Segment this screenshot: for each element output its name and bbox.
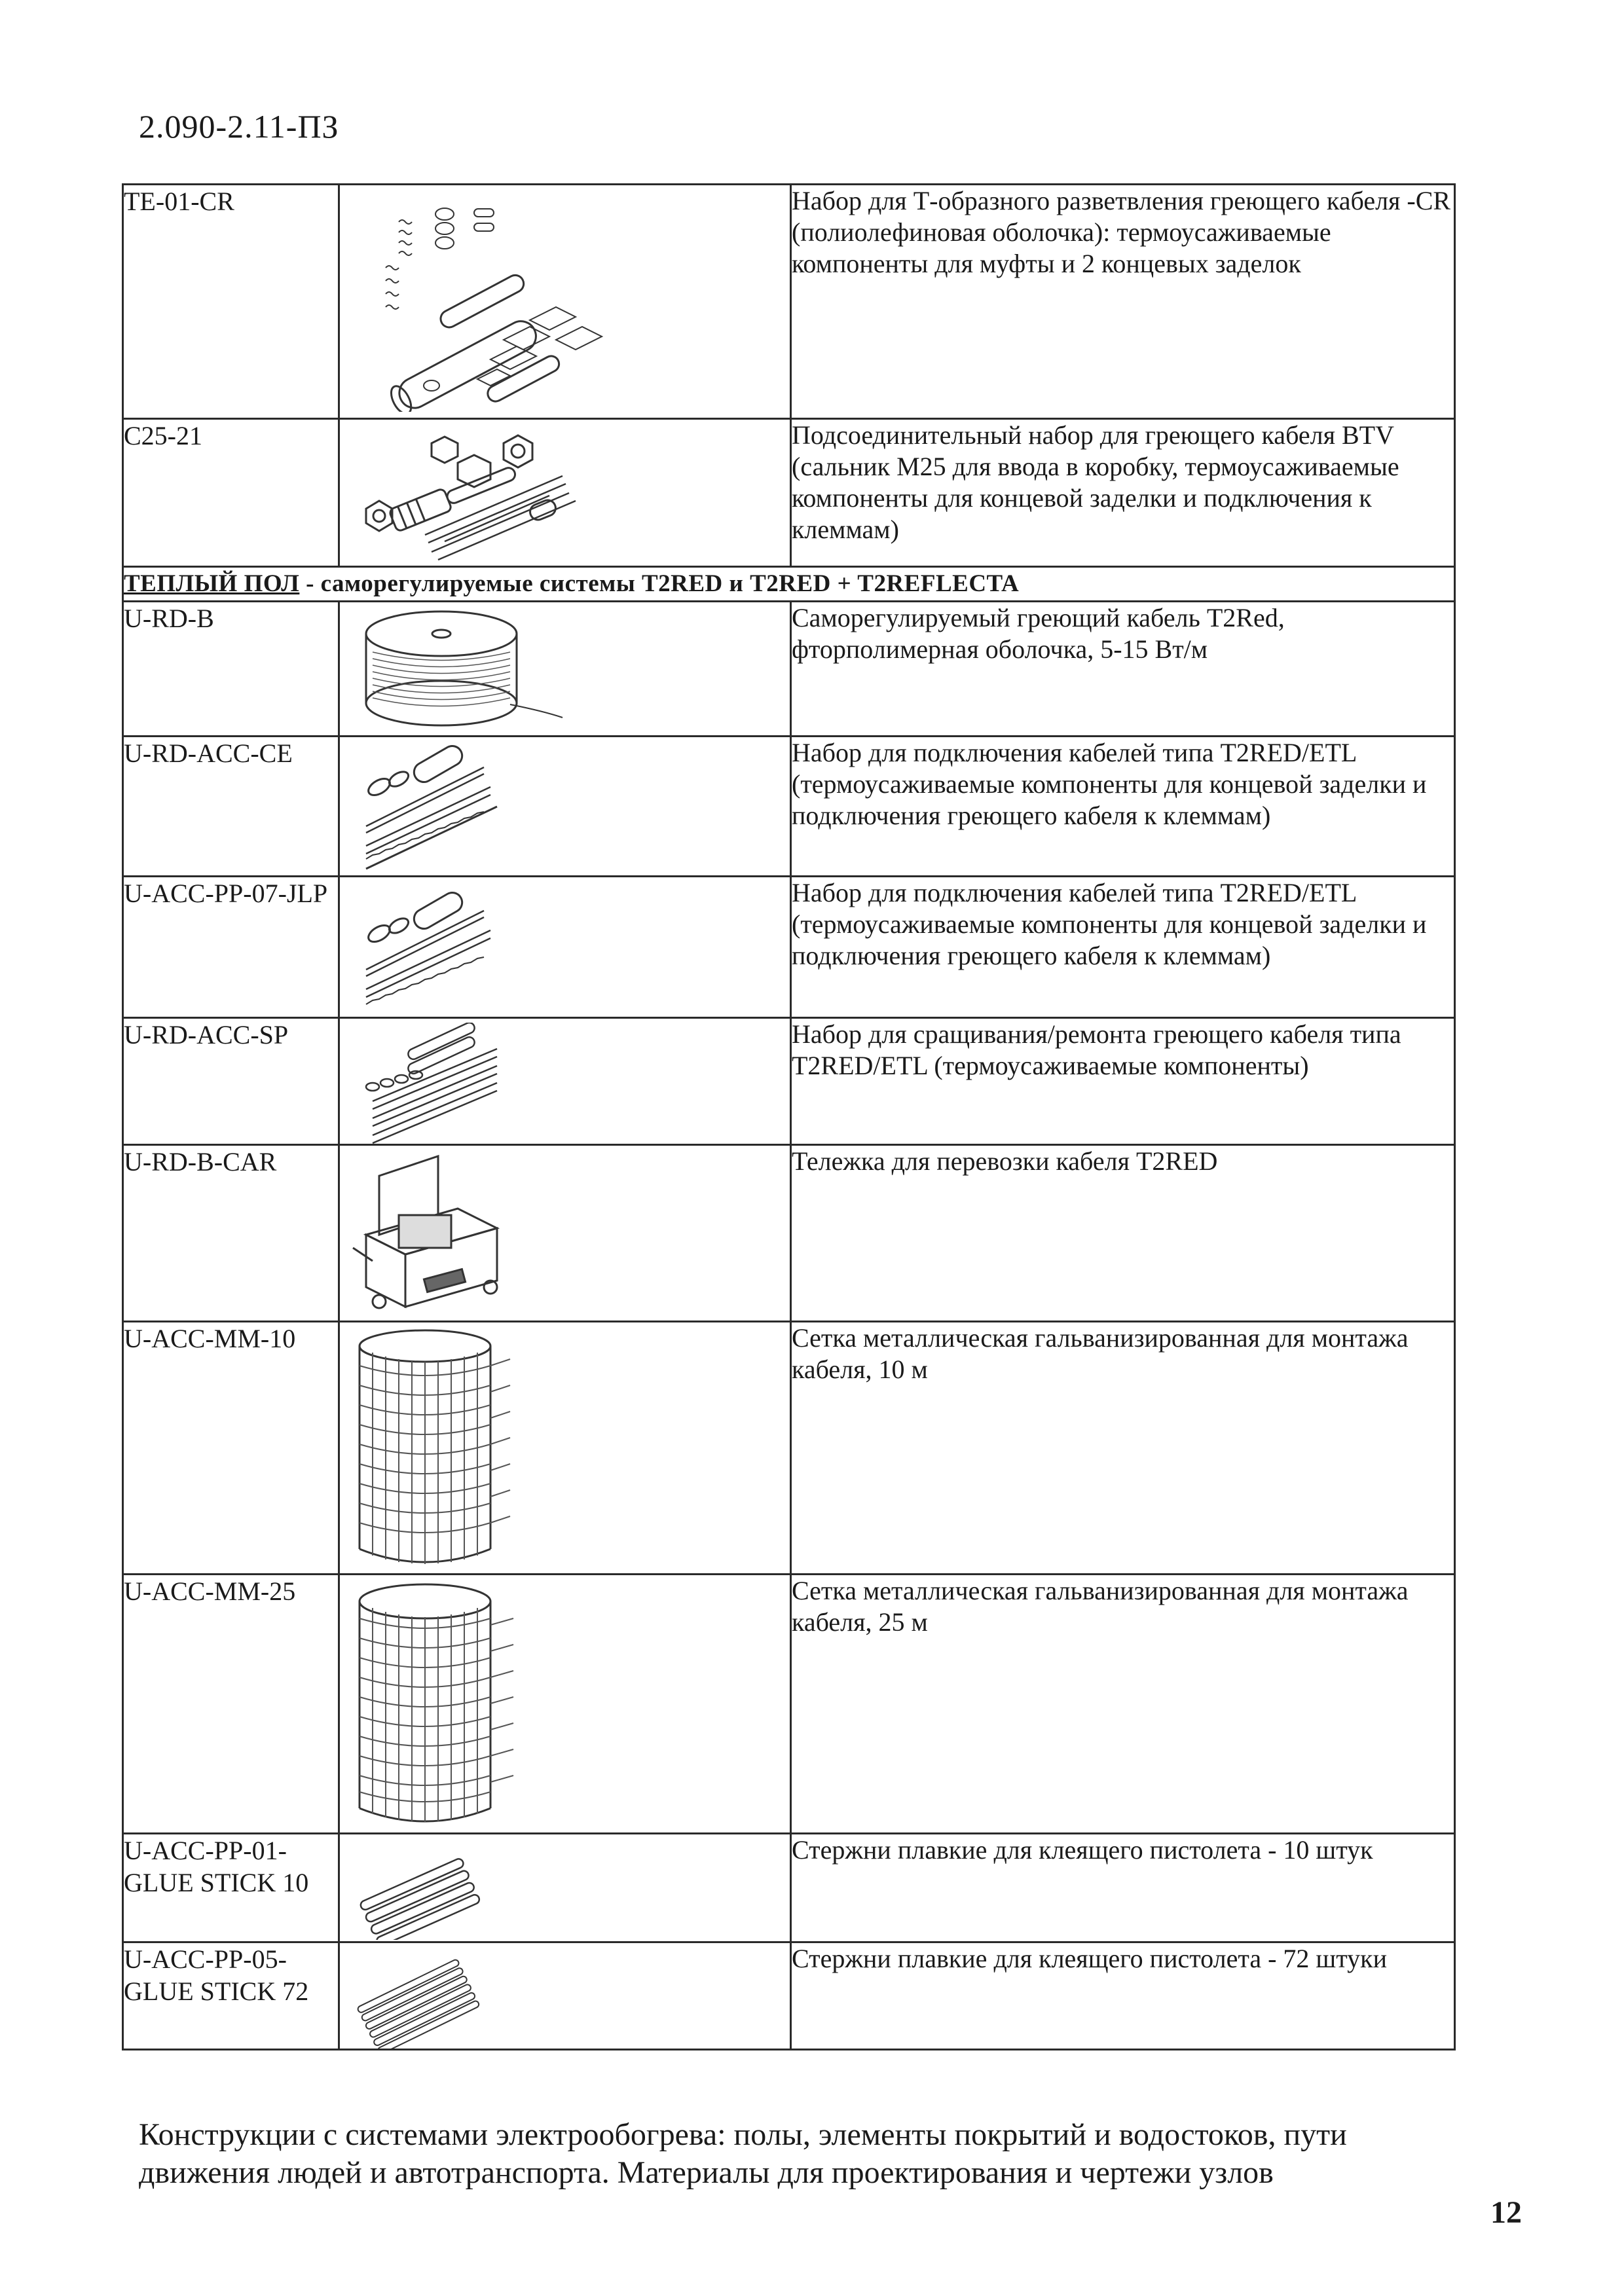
product-code: C25-21 — [123, 419, 339, 567]
product-description: Набор для подключения кабелей типа T2RED/ETL (термоусаживаемые компоненты для концевой заделки и подключения греющего кабеля к клеммам) — [791, 877, 1455, 1018]
product-description: Тележка для перевозки кабеля T2RED — [791, 1145, 1455, 1322]
footer-caption: Конструкции с системами электрообогрева: полы, элементы покрытий и водостоков, пути движения людей и автотранспорта. Материалы для проектирования и чертежи узлов — [139, 2117, 1347, 2190]
t-splice-kit-icon — [346, 189, 621, 412]
product-code: U-ACC-PP-01-GLUE STICK 10 — [123, 1834, 339, 1942]
product-code: U-RD-B — [123, 602, 339, 737]
product-description: Сетка металлическая гальванизированная для монтажа кабеля, 25 м — [791, 1575, 1455, 1834]
connection-kit-icon — [346, 424, 621, 564]
product-image-cell — [339, 1018, 791, 1145]
product-image-cell — [339, 877, 791, 1018]
product-code: U-ACC-PP-07-JLP — [123, 877, 339, 1018]
product-image-cell — [339, 1834, 791, 1942]
product-description: Набор для сращивания/ремонта греющего кабеля типа T2RED/ETL (термоусаживаемые компоненты) — [791, 1018, 1455, 1145]
table-row — [123, 877, 1455, 1018]
table-row — [123, 1834, 1455, 1942]
section-heading — [123, 567, 1455, 602]
product-description: Набор для Т-образного разветвления греющего кабеля -CR (полиолефиновая оболочка): термоусаживаемые компоненты для муфты и 2 концевых заделок — [791, 185, 1455, 419]
product-description: Подсоединительный набор для греющего кабеля BTV (сальник M25 для ввода в коробку, термоусаживаемые компоненты для концевой заделки и подключения к клеммам) — [791, 419, 1455, 567]
product-image-cell — [339, 1942, 791, 2050]
table-row — [123, 1018, 1455, 1145]
product-code: U-RD-B-CAR — [123, 1145, 339, 1322]
table-row — [123, 737, 1455, 877]
product-code: U-ACC-MM-10 — [123, 1322, 339, 1575]
product-description: Стержни плавкие для клеящего пистолета - 10 штук — [791, 1834, 1455, 1942]
product-image-cell — [339, 602, 791, 737]
product-code: U-RD-ACC-SP — [123, 1018, 339, 1145]
glue-sticks-icon — [346, 1838, 621, 1940]
product-image-cell — [339, 419, 791, 567]
table-row — [123, 1575, 1455, 1834]
section-title: ТЕПЛЫЙ ПОЛ — [124, 570, 300, 597]
table-row — [123, 419, 1455, 567]
product-table — [122, 183, 1456, 2050]
product-image-cell — [339, 1322, 791, 1575]
table-row — [123, 1145, 1455, 1322]
product-image-cell — [339, 185, 791, 419]
page-number: 12 — [1490, 2195, 1522, 2230]
metal-mesh-roll-icon — [346, 1326, 621, 1572]
cable-cart-icon — [346, 1150, 621, 1320]
product-image-cell — [339, 1145, 791, 1322]
table-row — [123, 602, 1455, 737]
termination-kit-icon — [346, 881, 621, 1012]
metal-mesh-roll-icon — [346, 1579, 621, 1831]
splice-repair-kit-icon — [346, 1023, 621, 1144]
product-description: Набор для подключения кабелей типа T2RED/ETL (термоусаживаемые компоненты для концевой заделки и подключения греющего кабеля к клеммам) — [791, 737, 1455, 877]
product-description: Саморегулируемый греющий кабель T2Red, фторполимерная оболочка, 5-15 Вт/м — [791, 602, 1455, 737]
product-code: U-RD-ACC-CE — [123, 737, 339, 877]
table-row — [123, 1322, 1455, 1575]
table-row — [123, 185, 1455, 419]
glue-sticks-icon — [346, 1947, 621, 2049]
product-image-cell — [339, 737, 791, 877]
cable-reel-icon — [346, 606, 621, 734]
product-description: Сетка металлическая гальванизированная для монтажа кабеля, 10 м — [791, 1322, 1455, 1575]
termination-kit-icon — [346, 741, 621, 872]
product-image-cell — [339, 1575, 791, 1834]
product-description: Стержни плавкие для клеящего пистолета - 72 штуки — [791, 1942, 1455, 2050]
product-code: U-ACC-PP-05-GLUE STICK 72 — [123, 1942, 339, 2050]
product-code: U-ACC-MM-25 — [123, 1575, 339, 1834]
product-code: TE-01-CR — [123, 185, 339, 419]
document-code: 2.090-2.11-ПЗ — [139, 108, 339, 145]
table-row — [123, 1942, 1455, 2050]
section-row — [123, 567, 1455, 602]
section-subtitle: - саморегулируемые системы T2RED и T2RED + T2REFLECTA — [299, 570, 1020, 597]
